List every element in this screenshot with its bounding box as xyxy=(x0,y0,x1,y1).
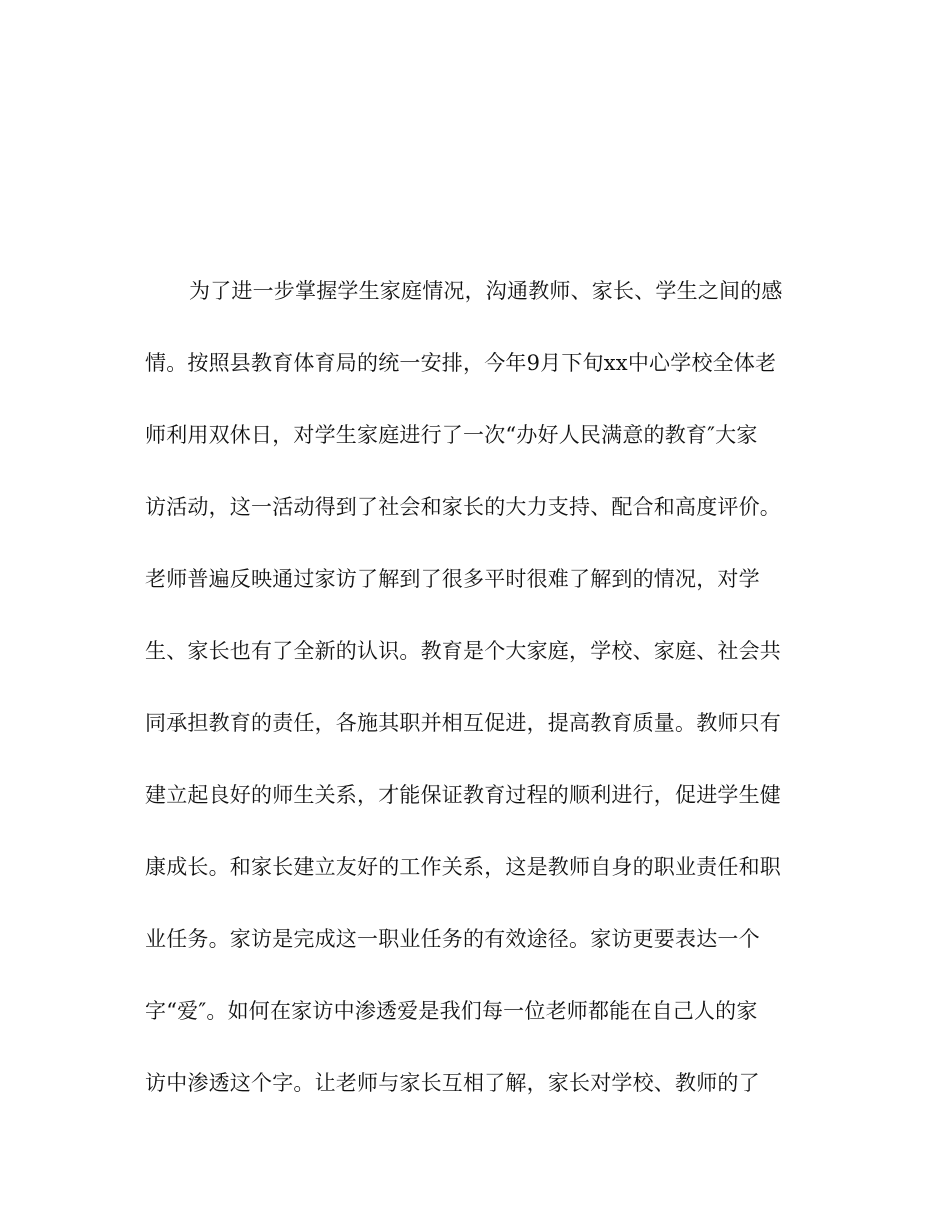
paragraph-line-6: 生、家长也有了全新的认识。教育是个大家庭，学校、家庭、社会共 xyxy=(145,639,781,663)
paragraph-line-7: 同承担教育的责任，各施其职并相互促进，提高教育质量。教师只有 xyxy=(145,711,781,735)
paragraph-line-9: 康成长。和家长建立友好的工作关系，这是教师自身的职业责任和职 xyxy=(145,855,781,879)
paragraph-line-11: 字“爱″。如何在家访中渗透爱是我们每一位老师都能在自己人的家 xyxy=(145,999,758,1023)
paragraph-line-10: 业任务。家访是完成这一职业任务的有效途径。家访更要表达一个 xyxy=(145,927,760,951)
paragraph-line-3: 师利用双休日，对学生家庭进行了一次“办好人民满意的教育″大家 xyxy=(145,423,758,447)
paragraph-line-5: 老师普遍反映通过家访了解到了很多平时很难了解到的情况，对学 xyxy=(145,567,760,591)
paragraph-line-4: 访活动，这一活动得到了社会和家长的大力支持、配合和高度评价。 xyxy=(145,495,781,519)
paragraph-line-1: 为了进一步掌握学生家庭情况，沟通教师、家长、学生之间的感 xyxy=(189,279,783,303)
paragraph-line-12: 访中渗透这个字。让老师与家长互相了解，家长对学校、教师的了 xyxy=(145,1071,760,1095)
paragraph-line-2: 情。按照县教育体育局的统一安排，今年9月下旬xx中心学校全体老 xyxy=(145,351,777,375)
body-paragraph xyxy=(145,268,825,1132)
paragraph-line-8: 建立起良好的师生关系，才能保证教育过程的顺利进行，促进学生健 xyxy=(145,783,781,807)
